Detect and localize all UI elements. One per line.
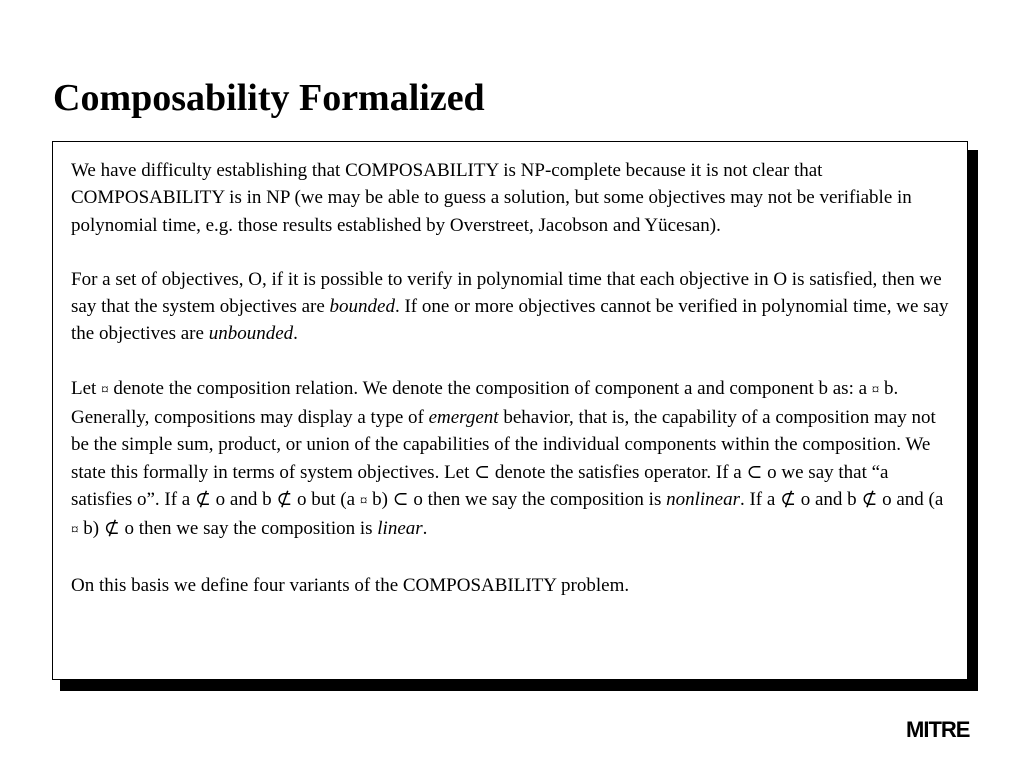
- text-segment: o and b: [210, 488, 277, 510]
- term-linear: linear: [377, 518, 423, 540]
- text-segment: b. Generally, compositions may display a type of: [71, 377, 899, 429]
- text-segment: .: [422, 518, 428, 540]
- content-box: [52, 141, 968, 680]
- not-satisfies-symbol: ⊄: [103, 518, 120, 540]
- paragraph-bounded-objectives: [71, 266, 949, 348]
- paragraph-composition-relation: [71, 375, 949, 545]
- text-segment: For a set of objectives, O, if it is possible to verify in polynomial time that each objective in O is satisfied, then we say that the system objectives are: [71, 268, 942, 318]
- text-segment: o we say that “a satisfies o”. If a: [71, 461, 889, 510]
- term-unbounded: unbounded: [208, 323, 294, 345]
- text-segment: . If one or more objectives cannot be verified in polynomial time, we say the objectives are: [71, 296, 949, 345]
- text-segment: Let: [71, 377, 102, 399]
- composition-symbol: ¤: [101, 381, 109, 398]
- satisfies-symbol: ⊂: [474, 461, 491, 483]
- text-segment: o and (a: [877, 488, 944, 510]
- text-segment: o then we say the composition is: [119, 518, 378, 540]
- paragraph-variants: On this basis we define four variants of the COMPOSABILITY problem.: [71, 574, 630, 596]
- composition-symbol: ¤: [71, 522, 79, 539]
- text-segment: . If a: [739, 488, 781, 510]
- text-segment: b): [367, 488, 393, 510]
- paragraph-np-membership: We have difficulty establishing that COMPOSABILITY is NP-complete because it is not clear that COMPOSABILITY is in NP (we may be able to guess a solution, but some objectives may not be verifiable in polynomial time, e.g. those results established by Overstreet, Jacobson and Yücesan).: [71, 160, 912, 236]
- satisfies-symbol: ⊂: [746, 461, 763, 483]
- text-segment: b): [78, 518, 104, 540]
- text-segment: .: [293, 323, 298, 345]
- text-segment: behavior, that is, the capability of a composition may not be the simple sum, product, or union of the capabilities of the individual components within the composition. We state this formally in terms of system objectives. Let: [71, 407, 936, 483]
- composition-symbol: ¤: [359, 492, 368, 509]
- term-nonlinear: nonlinear: [666, 488, 740, 510]
- term-bounded: bounded: [329, 296, 395, 318]
- text-segment: o and b: [796, 488, 862, 510]
- not-satisfies-symbol: ⊄: [780, 488, 796, 510]
- text-segment: o then we say the composition is: [408, 488, 667, 510]
- mitre-logo: MITRE: [906, 717, 970, 742]
- slide-title: Composability Formalized: [53, 77, 485, 119]
- not-satisfies-symbol: ⊄: [861, 488, 878, 510]
- composition-symbol: ¤: [871, 381, 880, 398]
- text-segment: denote the satisfies operator. If a: [490, 461, 747, 483]
- term-emergent: emergent: [428, 407, 499, 429]
- not-satisfies-symbol: ⊄: [276, 488, 293, 510]
- satisfies-symbol: ⊂: [392, 488, 409, 510]
- text-segment: o but (a: [292, 488, 360, 510]
- text-segment: denote the composition relation. We denote the composition of component a and component b as: a: [108, 377, 872, 399]
- not-satisfies-symbol: ⊄: [194, 488, 211, 510]
